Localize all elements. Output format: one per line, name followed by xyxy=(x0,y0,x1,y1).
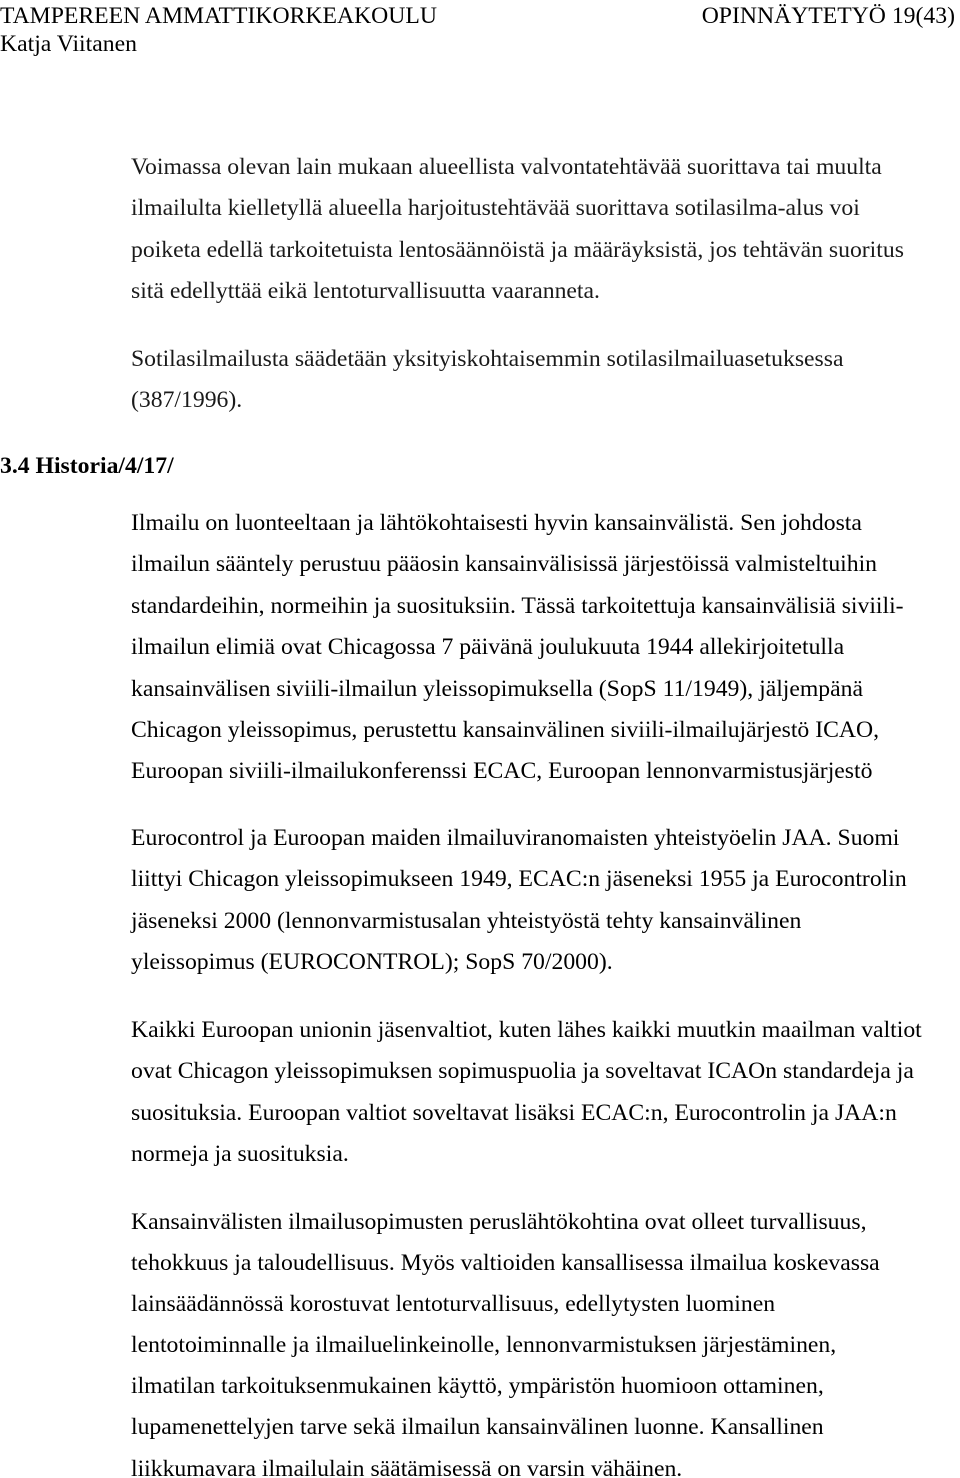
text-line: ilmailulta kielletyllä alueella harjoitustehtävää suorittava sotilasilma-alus voi xyxy=(131,195,860,222)
section-heading-text: 3.4 Historia/4/17/ xyxy=(0,453,174,479)
text-line: kansainvälisen siviili-ilmailun yleissopimuksella (SopS 11/1949), jäljempänä xyxy=(131,675,864,702)
text-line: sitä edellyttää eikä lentoturvallisuutta vaaranneta. xyxy=(131,278,600,305)
text-line: (387/1996). xyxy=(131,387,243,414)
text-line: Sotilasilmailusta säädetään yksityiskohtaisemmin sotilasilmailuasetuksessa xyxy=(131,346,844,372)
text-line: liittyi Chicagon yleissopimukseen 1949, ECAC:n jäseneksi 1955 ja Eurocontrolin xyxy=(131,866,907,893)
text-line: ilmailun elimiä ovat Chicagossa 7 päivänä joulukuuta 1944 allekirjoitetulla xyxy=(131,634,845,661)
text-line: Euroopan siviili-ilmailukonferenssi ECAC, Euroopan lennonvarmistusjärjestö xyxy=(131,758,873,785)
institution-name: TAMPEREEN AMMATTIKORKEAKOULU xyxy=(0,3,437,29)
text-line: standardeihin, normeihin ja suosituksiin. Tässä tarkoitettuja kansainvälisiä siviili- xyxy=(131,592,904,619)
page-header-left xyxy=(0,3,437,57)
body-paragraph xyxy=(131,346,844,414)
text-line: normeja ja suosituksia. xyxy=(131,1141,349,1168)
body-paragraph xyxy=(131,825,907,976)
body-paragraph xyxy=(131,154,904,305)
text-line: Voimassa olevan lain mukaan alueellista valvontatehtävää suorittava tai muulta xyxy=(131,154,882,180)
body-paragraph xyxy=(131,1017,922,1168)
body-paragraph xyxy=(131,510,904,785)
author-name: Katja Viitanen xyxy=(0,31,137,57)
text-line: Ilmailu on luonteeltaan ja lähtökohtaisesti hyvin kansainvälistä. Sen johdosta xyxy=(131,510,862,536)
text-line: ilmatilan tarkoituksenmukainen käyttö, ympäristön huomioon ottaminen, xyxy=(131,1373,824,1400)
text-line: suosituksia. Euroopan valtiot soveltavat lisäksi ECAC:n, Eurocontrolin ja JAA:n xyxy=(131,1099,897,1126)
text-line: lupamenettelyjen tarve sekä ilmailun kansainvälinen luonne. Kansallinen xyxy=(131,1414,824,1441)
page-header-right xyxy=(701,3,955,29)
text-line: tehokkuus ja taloudellisuus. Myös valtioiden kansallisessa ilmailua koskevassa xyxy=(131,1250,880,1277)
text-line: poiketa edellä tarkoitetuista lentosäännöistä ja määräyksistä, jos tehtävän suoritus xyxy=(131,236,904,263)
text-line: yleissopimus (EUROCONTROL); SopS 70/2000). xyxy=(131,949,613,976)
body-paragraph xyxy=(131,1209,880,1478)
text-line: Eurocontrol ja Euroopan maiden ilmailuviranomaisten yhteistyöelin JAA. Suomi xyxy=(131,825,900,851)
text-line: jäseneksi 2000 (lennonvarmistusalan yhteistyöstä tehty kansainvälinen xyxy=(131,907,802,934)
text-line: Kansainvälisten ilmailusopimusten peruslähtökohtina ovat olleet turvallisuus, xyxy=(131,1209,867,1235)
text-line: lainsäädännössä korostuvat lentoturvallisuus, edellytysten luominen xyxy=(131,1291,776,1318)
text-line: Chicagon yleissopimus, perustettu kansainvälinen siviili-ilmailujärjestö ICAO, xyxy=(131,716,880,743)
thesis-page-label: OPINNÄYTETYÖ 19(43) xyxy=(701,3,955,29)
section-heading xyxy=(0,453,174,479)
text-line: liikkumavara ilmailulain säätämisessä on varsin vähäinen. xyxy=(131,1455,683,1478)
text-line: Kaikki Euroopan unionin jäsenvaltiot, kuten lähes kaikki muutkin maailman valtiot xyxy=(131,1017,922,1043)
text-line: ilmailun sääntely perustuu pääosin kansainvälisissä järjestöissä valmisteltuihin xyxy=(131,551,878,578)
text-line: ovat Chicagon yleissopimuksen sopimuspuolia ja soveltavat ICAOn standardeja ja xyxy=(131,1058,914,1085)
text-line: lentotoiminnalle ja ilmailuelinkeinolle, lennonvarmistuksen järjestäminen, xyxy=(131,1332,837,1359)
